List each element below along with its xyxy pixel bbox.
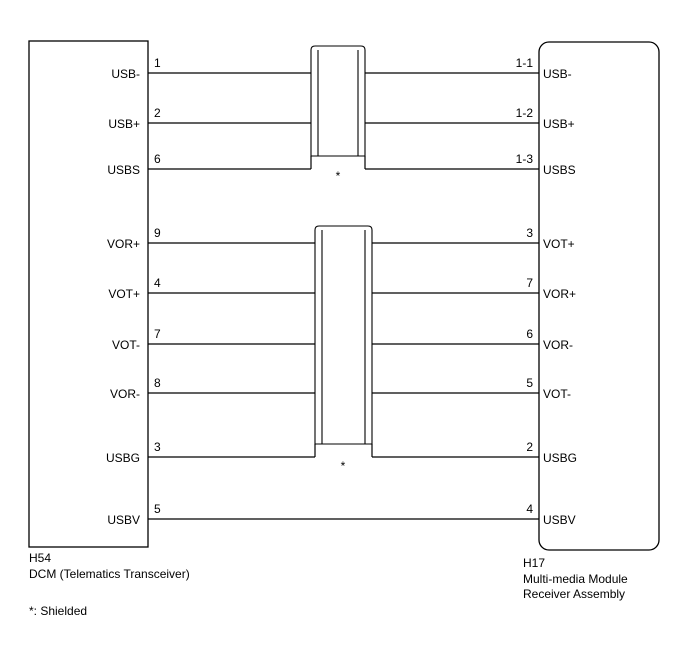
wire-3-right-signal: USBS (543, 163, 576, 177)
wire-4-left-pin: 9 (154, 226, 161, 240)
wire-7-left-pin: 8 (154, 376, 161, 390)
wire-9-left-pin: 5 (154, 502, 161, 516)
wire-6-left-signal: VOT- (111, 338, 140, 352)
shield-tube-video-outline (315, 226, 372, 444)
right-component-name-line1: Multi-media Module (523, 572, 628, 586)
wire-7-right-pin: 5 (526, 376, 533, 390)
footnote: *: Shielded (29, 604, 88, 618)
wire-5-left-pin: 4 (154, 276, 161, 290)
shield-tube-usb (311, 46, 365, 183)
wire-8-right-pin: 2 (526, 440, 533, 454)
wire-2-right-signal: USB+ (543, 117, 575, 131)
shield-tube-usb-outline (311, 46, 365, 156)
wire-2-left-pin: 2 (154, 106, 161, 120)
shield-marker-usb: * (335, 169, 341, 183)
wire-6-right-signal: VOR- (543, 338, 573, 352)
wire-8-right-signal: USBG (543, 451, 578, 465)
wire-6-right-pin: 6 (526, 327, 533, 341)
wire-3-left-signal: USBS (107, 163, 140, 177)
wire-8-left-pin: 3 (154, 440, 161, 454)
right-component-code: H17 (523, 556, 546, 570)
wire-1-left-pin: 1 (154, 56, 161, 70)
wire-1-right-signal: USB- (543, 67, 572, 81)
wire-1-right-pin: 1-1 (515, 56, 533, 70)
wire-6-left-pin: 7 (154, 327, 161, 341)
wire-5-left-signal: VOT+ (108, 287, 140, 301)
shield-marker-video: * (340, 459, 346, 473)
wire-5-right-pin: 7 (526, 276, 533, 290)
shield-tube-video (315, 226, 372, 473)
wire-4-right-signal: VOT+ (543, 237, 575, 251)
wire-7-left-signal: VOR- (110, 387, 140, 401)
wire-9-right-signal: USBV (543, 513, 576, 527)
left-component-name: DCM (Telematics Transceiver) (29, 567, 190, 581)
left-component-code: H54 (29, 551, 52, 565)
wire-3-left-pin: 6 (154, 152, 161, 166)
wire-4-right-pin: 3 (526, 226, 533, 240)
right-component-name-line2: Receiver Assembly (523, 587, 626, 601)
wire-4-left-signal: VOR+ (106, 237, 140, 251)
wire-2-right-pin: 1-2 (515, 106, 533, 120)
wire-3-right-pin: 1-3 (515, 152, 533, 166)
wire-9-left-signal: USBV (107, 513, 140, 527)
wire-1-left-signal: USB- (111, 67, 140, 81)
wire-8-left-signal: USBG (105, 451, 140, 465)
wire-7-right-signal: VOT- (543, 387, 572, 401)
wire-2-left-signal: USB+ (108, 117, 140, 131)
wire-5-right-signal: VOR+ (543, 287, 577, 301)
wire-9-right-pin: 4 (526, 502, 533, 516)
